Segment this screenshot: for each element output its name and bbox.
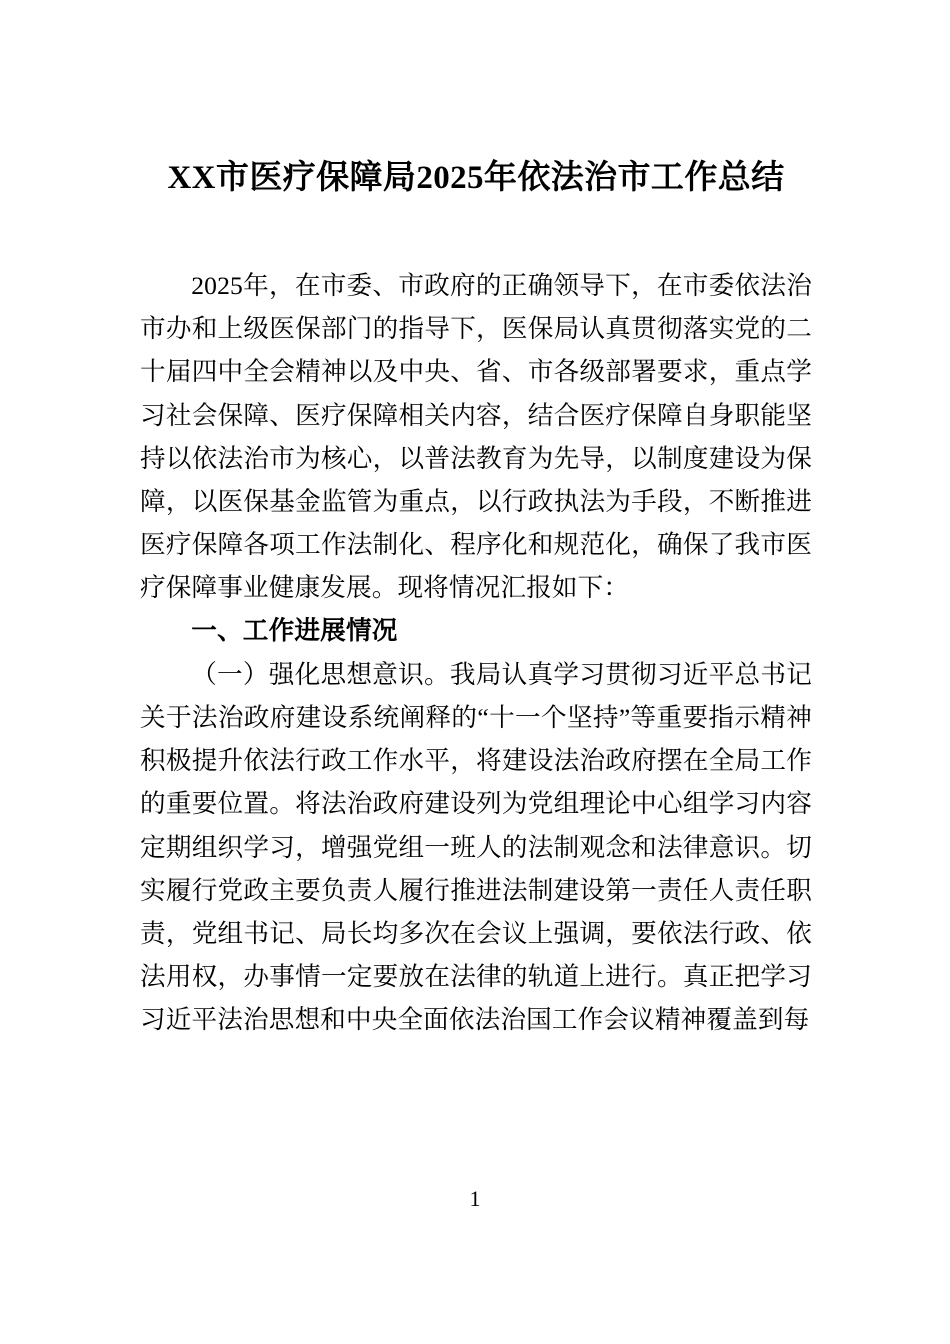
document-content-column	[140, 0, 812, 1042]
section-heading-work-progress: 一、工作进展情况	[191, 616, 398, 645]
subsection-paragraph-ideological-awareness: （一）强化思想意识。我局认真学习贯彻习近平总书记关于法治政府建设系统阐释的“十一个坚持”等重要指示精神积极提升依法行政工作水平，将建设法治政府摆在全局工作的重要位置。将法治政府建设列为党组理论中心组学习内容定期组织学习，增强党组一班人的法制观念和法律意识。切实履行党政主要负责人履行推进法制建设第一责任人责任职责，党组书记、局长均多次在会议上强调，要依法行政、依法用权，办事情一定要放在法律的轨道上进行。真正把学习习近平法治思想和中央全面依法治国工作会议精神覆盖到每	[140, 659, 812, 1035]
page-title: XX市医疗保障局2025年依法治市工作总结	[167, 160, 785, 196]
opening-paragraph: 2025年，在市委、市政府的正确领导下，在市委依法治市办和上级医保部门的指导下，医保局认真贯彻落实党的二十届四中全会精神以及中央、省、市各级部署要求，重点学习社会保障、医疗保障相关内容，结合医疗保障自身职能坚持以依法治市为核心，以普法教育为先导，以制度建设为保障，以医保基金监管为重点，以行政执法为手段，不断推进医疗保障各项工作法制化、程序化和规范化，确保了我市医疗保障事业健康发展。现将情况汇报如下：	[140, 271, 812, 603]
page-number: 1	[469, 1186, 481, 1211]
